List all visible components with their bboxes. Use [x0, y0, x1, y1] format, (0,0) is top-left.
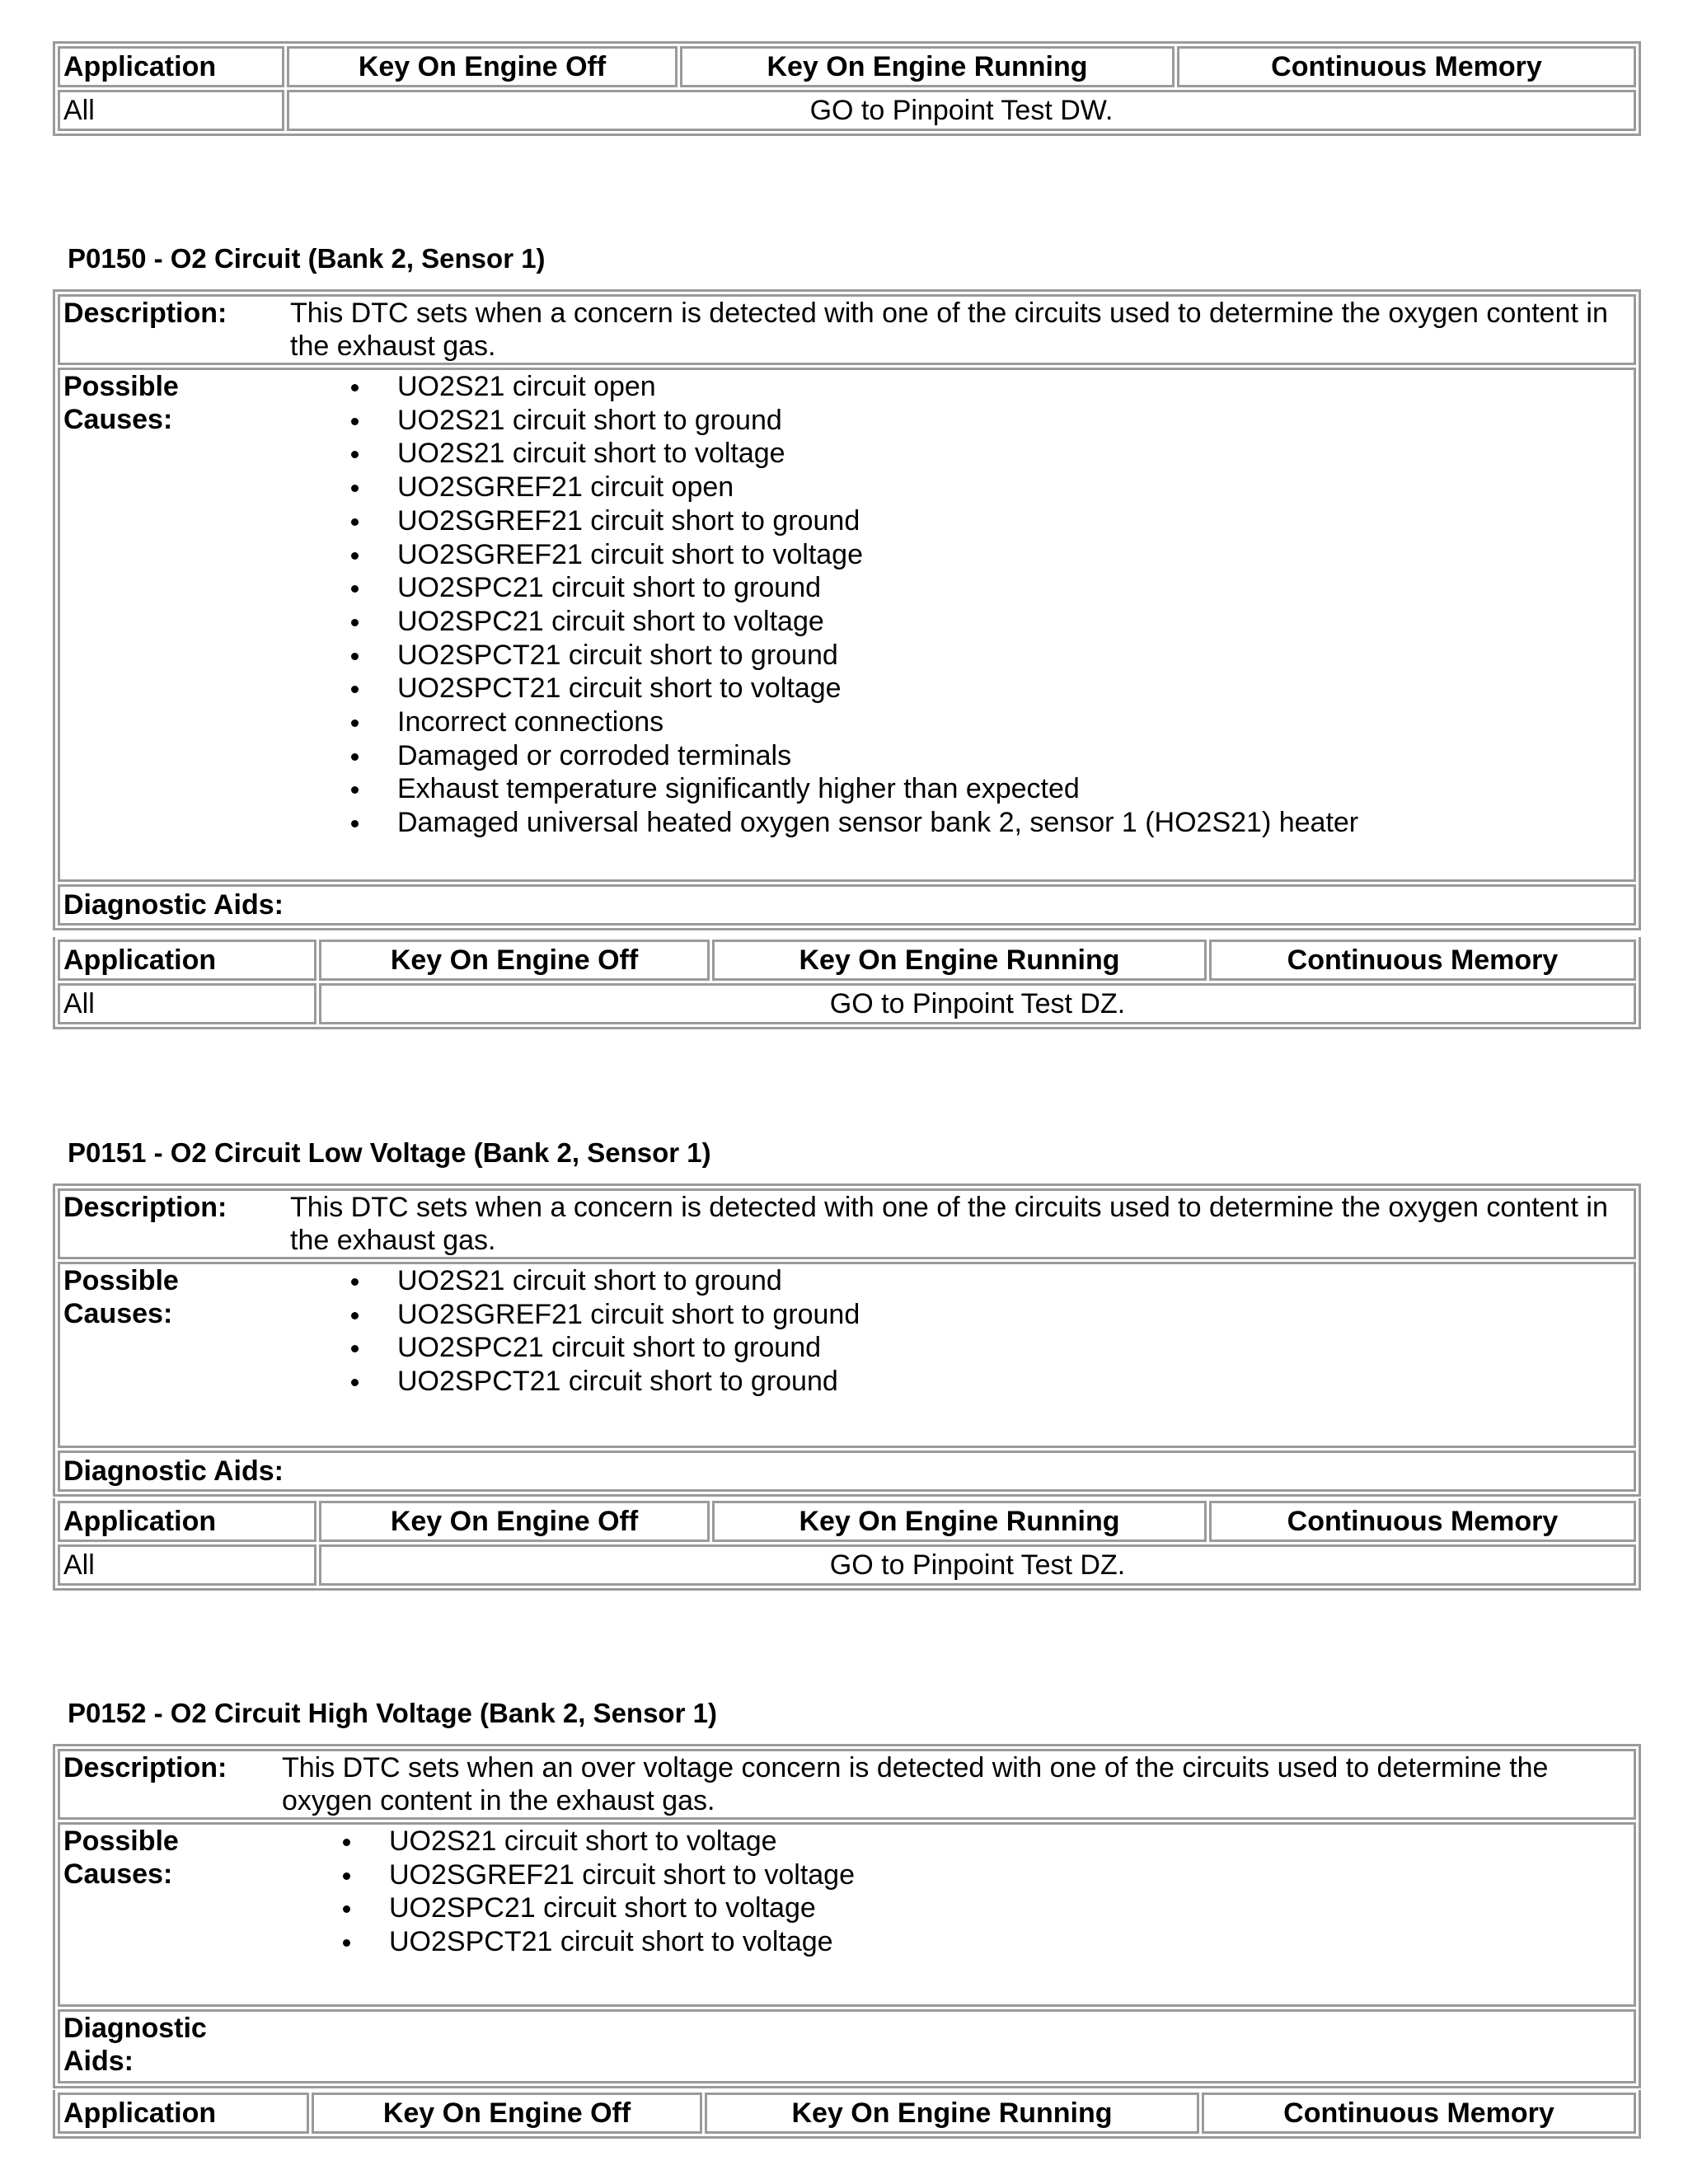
list-item: UO2SPCT21 circuit short to ground	[397, 1365, 1630, 1399]
header-continuous-memory: Continuous Memory	[1202, 2093, 1636, 2134]
diagnostic-aids-row	[58, 884, 1636, 926]
list-item: UO2SGREF21 circuit short to voltage	[397, 538, 1630, 572]
section-title: P0152 - O2 Circuit High Voltage (Bank 2, Sensor 1)	[68, 1698, 717, 1728]
diagnostic-aids-row	[58, 2009, 1636, 2083]
application-table-p0152	[53, 2090, 1641, 2139]
table-header-row	[58, 46, 1636, 87]
description-row	[58, 294, 1636, 365]
section-title: P0151 - O2 Circuit Low Voltage (Bank 2, Sensor 1)	[68, 1137, 711, 1168]
header-key-on-engine-running: Key On Engine Running	[712, 1501, 1207, 1542]
description-label: Description:	[63, 298, 227, 329]
diagnostic-aids-label: Diagnostic Aids:	[63, 2013, 207, 2077]
application-cell: All	[58, 1544, 316, 1586]
header-key-on-engine-running: Key On Engine Running	[712, 940, 1207, 981]
description-label: Description:	[63, 1192, 227, 1223]
list-item: UO2SGREF21 circuit short to voltage	[389, 1858, 1630, 1892]
list-item: UO2S21 circuit short to ground	[397, 404, 1630, 438]
causes-row	[58, 368, 1636, 882]
header-key-on-engine-off: Key On Engine Off	[312, 2093, 702, 2134]
header-key-on-engine-running: Key On Engine Running	[705, 2093, 1199, 2134]
header-key-on-engine-off: Key On Engine Off	[319, 940, 710, 981]
header-application: Application	[58, 940, 316, 981]
list-item: UO2SPC21 circuit short to ground	[397, 1331, 1630, 1365]
header-application: Application	[58, 2093, 309, 2134]
list-item: UO2SPCT21 circuit short to voltage	[397, 672, 1630, 705]
list-item: UO2SGREF21 circuit open	[397, 471, 1630, 504]
list-item: UO2SPCT21 circuit short to voltage	[389, 1925, 1630, 1959]
list-item: UO2S21 circuit short to voltage	[389, 1825, 1630, 1858]
dtc-table-p0151	[53, 1183, 1641, 1497]
header-key-on-engine-off: Key On Engine Off	[319, 1501, 710, 1542]
action-link[interactable]: GO to Pinpoint Test DZ.	[319, 983, 1636, 1024]
list-item: UO2S21 circuit short to ground	[397, 1264, 1630, 1298]
table-header-row	[58, 2093, 1636, 2134]
header-continuous-memory: Continuous Memory	[1209, 1501, 1636, 1542]
application-table-p0151	[53, 1498, 1641, 1591]
table-header-row	[58, 940, 1636, 981]
list-item: Damaged universal heated oxygen sensor bank 2, sensor 1 (HO2S21) heater	[397, 806, 1630, 840]
header-application: Application	[58, 1501, 316, 1542]
list-item: UO2SGREF21 circuit short to ground	[397, 504, 1630, 538]
application-cell: All	[58, 90, 284, 131]
header-continuous-memory: Continuous Memory	[1177, 46, 1636, 87]
list-item: UO2SGREF21 circuit short to ground	[397, 1298, 1630, 1332]
header-application: Application	[58, 46, 284, 87]
list-item: UO2SPC21 circuit short to voltage	[389, 1891, 1630, 1925]
possible-causes-label: Possible Causes:	[63, 371, 179, 435]
causes-row	[58, 1822, 1636, 2007]
table-row	[58, 983, 1636, 1024]
dtc-table-p0152	[53, 1744, 1641, 2088]
application-cell: All	[58, 983, 316, 1024]
possible-causes-label: Possible Causes:	[63, 1825, 179, 1890]
list-item: UO2SPCT21 circuit short to ground	[397, 639, 1630, 673]
table-row	[58, 90, 1636, 131]
application-table-p0150	[53, 937, 1641, 1029]
diagnostic-aids-row	[58, 1451, 1636, 1492]
description-row	[58, 1749, 1636, 1820]
description-text: This DTC sets when an over voltage concern is detected with one of the circuits used to determine the oxygen content in the exhaust gas.	[282, 1752, 1549, 1816]
table-row	[58, 1544, 1636, 1586]
list-item: Exhaust temperature significantly higher than expected	[397, 772, 1630, 806]
diagnostic-aids-label: Diagnostic Aids:	[58, 1451, 1636, 1492]
description-text: This DTC sets when a concern is detected with one of the circuits used to determine the oxygen content in the exhaust gas.	[290, 298, 1608, 362]
dtc-table-p0150	[53, 289, 1641, 930]
list-item: Incorrect connections	[397, 705, 1630, 739]
causes-list	[290, 1264, 1630, 1399]
description-text: This DTC sets when a concern is detected with one of the circuits used to determine the oxygen content in the exhaust gas.	[290, 1192, 1608, 1256]
possible-causes-label: Possible Causes:	[63, 1265, 179, 1329]
description-row	[58, 1188, 1636, 1259]
top-application-table	[53, 41, 1641, 136]
causes-row	[58, 1262, 1636, 1448]
list-item: UO2S21 circuit short to voltage	[397, 437, 1630, 471]
list-item: UO2S21 circuit open	[397, 370, 1630, 404]
causes-list	[282, 1825, 1630, 1959]
table-header-row	[58, 1501, 1636, 1542]
header-key-on-engine-off: Key On Engine Off	[287, 46, 678, 87]
diagnostic-aids-label: Diagnostic Aids:	[58, 884, 1636, 926]
list-item: Damaged or corroded terminals	[397, 739, 1630, 773]
list-item: UO2SPC21 circuit short to voltage	[397, 605, 1630, 639]
causes-list	[290, 370, 1630, 840]
header-key-on-engine-running: Key On Engine Running	[680, 46, 1175, 87]
action-link[interactable]: GO to Pinpoint Test DZ.	[319, 1544, 1636, 1586]
description-label: Description:	[63, 1752, 227, 1783]
list-item: UO2SPC21 circuit short to ground	[397, 571, 1630, 605]
action-link[interactable]: GO to Pinpoint Test DW.	[287, 90, 1636, 131]
header-continuous-memory: Continuous Memory	[1209, 940, 1636, 981]
section-title: P0150 - O2 Circuit (Bank 2, Sensor 1)	[68, 243, 546, 274]
